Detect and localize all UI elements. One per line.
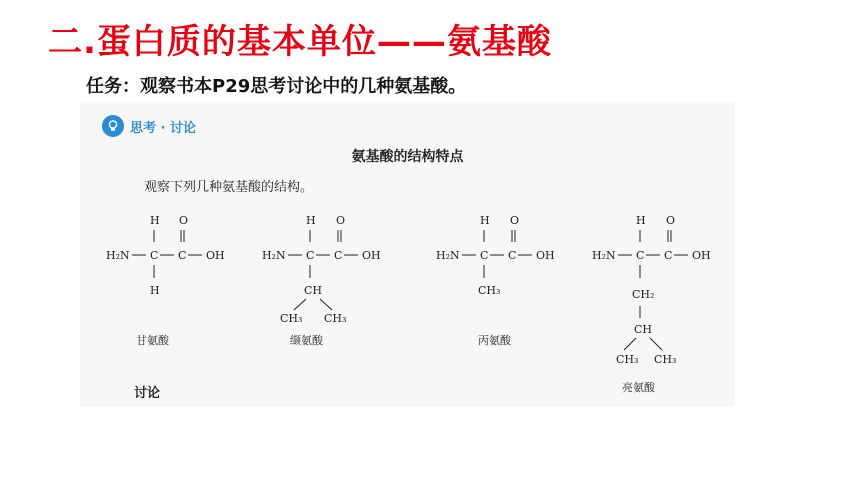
svg-text:O: O — [666, 214, 676, 227]
svg-text:H: H — [306, 214, 316, 227]
valine-name: 缬氨酸 — [290, 334, 323, 347]
leucine-structure — [80, 102, 735, 407]
svg-text:CH₃: CH₃ — [478, 284, 501, 297]
svg-text:H: H — [150, 284, 160, 297]
glycine-name: 甘氨酸 — [136, 334, 169, 347]
svg-text:C: C — [150, 249, 159, 262]
svg-text:OH: OH — [206, 249, 225, 262]
svg-text:OH: OH — [692, 249, 711, 262]
discussion-label: 讨论 — [134, 386, 161, 401]
svg-text:O: O — [336, 214, 346, 227]
svg-text:H: H — [636, 214, 646, 227]
svg-text:C: C — [178, 249, 187, 262]
svg-text:H₂N: H₂N — [436, 249, 460, 262]
svg-text:H₂N: H₂N — [592, 249, 616, 262]
svg-text:C: C — [664, 249, 673, 262]
svg-text:OH: OH — [536, 249, 555, 262]
svg-text:CH₂: CH₂ — [632, 288, 655, 301]
alanine-name: 丙氨酸 — [478, 334, 511, 347]
svg-text:H: H — [480, 214, 490, 227]
textbook-excerpt — [80, 102, 735, 407]
section-header-label: 思考 · 讨论 — [130, 120, 196, 136]
svg-text:OH: OH — [362, 249, 381, 262]
svg-text:C: C — [636, 249, 645, 262]
svg-text:H: H — [150, 214, 160, 227]
svg-text:C: C — [480, 249, 489, 262]
leucine-name: 亮氨酸 — [622, 381, 655, 394]
slide-title: 二.蛋白质的基本单位——氨基酸 — [48, 22, 552, 62]
svg-text:C: C — [306, 249, 315, 262]
svg-text:CH: CH — [634, 323, 653, 336]
svg-text:CH₃: CH₃ — [654, 353, 677, 366]
book-heading: 氨基酸的结构特点 — [351, 149, 464, 165]
svg-text:H₂N: H₂N — [262, 249, 286, 262]
svg-text:O: O — [179, 214, 189, 227]
svg-text:H₂N: H₂N — [106, 249, 130, 262]
svg-text:C: C — [508, 249, 517, 262]
svg-text:CH₃: CH₃ — [324, 312, 347, 325]
svg-text:CH: CH — [304, 284, 323, 297]
book-instruction: 观察下列几种氨基酸的结构。 — [144, 180, 314, 195]
task-text: 任务：观察书本P29思考讨论中的几种氨基酸。 — [86, 76, 467, 97]
svg-text:O: O — [510, 214, 520, 227]
svg-text:CH₃: CH₃ — [616, 353, 639, 366]
svg-text:CH₃: CH₃ — [280, 312, 303, 325]
svg-text:C: C — [334, 249, 343, 262]
